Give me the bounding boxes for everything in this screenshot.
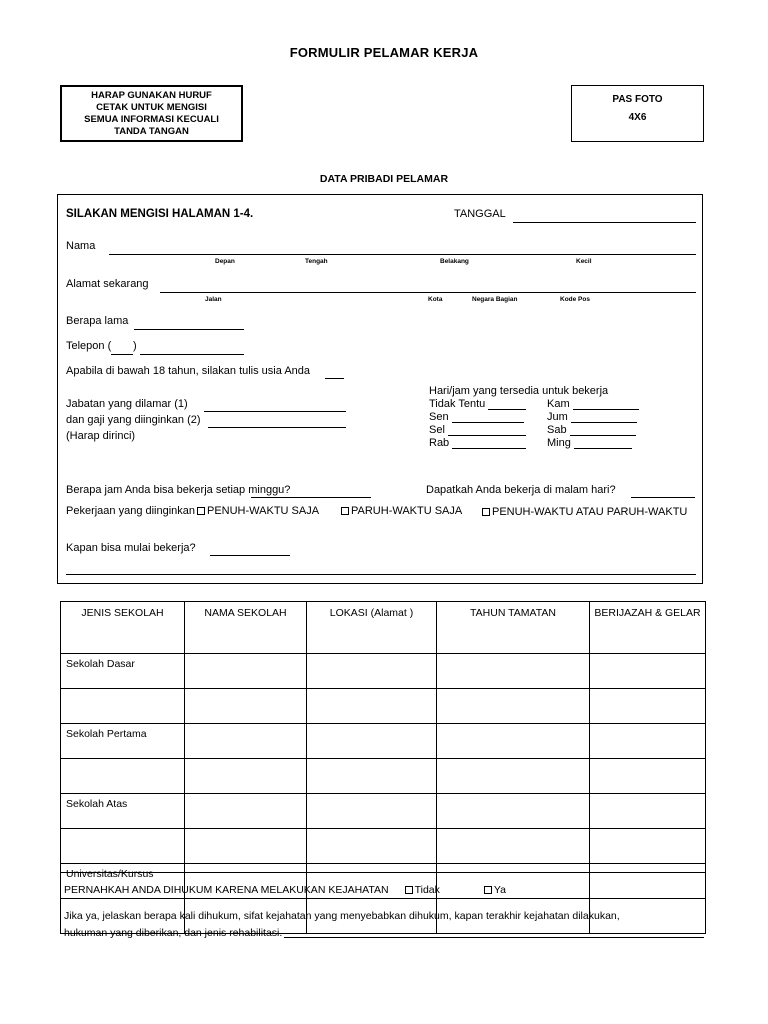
education-row-6-ijazah[interactable]: [590, 864, 706, 899]
date-label: TANGGAL: [454, 208, 506, 220]
education-row-2-lokasi[interactable]: [307, 724, 437, 759]
availability-label-ming: Ming: [547, 437, 571, 449]
duration-input-line[interactable]: [134, 329, 244, 330]
education-row-6-type: Universitas/Kursus: [61, 864, 185, 899]
education-header-tahun-tamatan: TAHUN TAMATAN: [437, 602, 590, 654]
education-row-3-lokasi[interactable]: [307, 759, 437, 794]
table-row: [61, 689, 706, 724]
availability-label-kam: Kam: [547, 398, 570, 410]
availability-row-1-right[interactable]: [547, 411, 639, 423]
job-type-option-parttime[interactable]: [341, 505, 462, 517]
table-row: [61, 759, 706, 794]
education-row-2-nama[interactable]: [185, 724, 307, 759]
availability-line-kam[interactable]: [573, 398, 639, 410]
education-row-0-ijazah[interactable]: [590, 654, 706, 689]
minor-age-label: Apabila di bawah 18 tahun, silakan tulis usia Anda: [66, 365, 311, 377]
checkbox-icon-tidak[interactable]: [405, 886, 413, 894]
address-input-line[interactable]: [160, 292, 696, 293]
criminal-option-yes-label: Ya: [493, 884, 506, 896]
section-heading-personal-data: DATA PRIBADI PELAMAR: [319, 173, 449, 185]
availability-line-sab[interactable]: [570, 424, 636, 436]
education-row-4-lokasi[interactable]: [307, 794, 437, 829]
availability-grid: [429, 398, 639, 449]
detail-note: (Harap dirinci): [66, 430, 136, 442]
photo-size-label: 4X6: [628, 112, 647, 123]
address-sublabel-street: Jalan: [205, 296, 222, 303]
instruction-notice-box: [60, 85, 243, 142]
night-work-input-line[interactable]: [631, 497, 695, 498]
name-label: Nama: [66, 240, 96, 252]
checkbox-icon-fulltime[interactable]: [197, 507, 205, 515]
photo-label: PAS FOTO: [612, 94, 663, 105]
minor-age-input-line[interactable]: [325, 378, 344, 379]
date-input-line[interactable]: [513, 222, 696, 223]
availability-line-sel[interactable]: [448, 424, 526, 436]
availability-label-jum: Jum: [547, 411, 568, 423]
position-applied-label: Jabatan yang dilamar (1): [66, 398, 188, 410]
address-label: Alamat sekarang: [66, 278, 149, 290]
table-row: [61, 654, 706, 689]
weekly-hours-question: Berapa jam Anda bisa bekerja setiap minggu?: [66, 484, 291, 496]
availability-row-1-left[interactable]: [429, 411, 547, 423]
education-row-5-lokasi[interactable]: [307, 829, 437, 864]
education-row-3-tahun[interactable]: [437, 759, 590, 794]
start-date-input-line[interactable]: [210, 555, 290, 556]
job-type-option-parttime-label: PARUH-WAKTU SAJA: [351, 505, 463, 517]
availability-row-3-left[interactable]: [429, 437, 547, 449]
education-row-2-tahun[interactable]: [437, 724, 590, 759]
education-row-0-type: Sekolah Dasar: [61, 654, 185, 689]
phone-label-close: ): [133, 340, 137, 352]
availability-row-2-right[interactable]: [547, 424, 639, 436]
phone-area-code-line[interactable]: [111, 354, 133, 355]
weekly-hours-input-line[interactable]: [251, 497, 371, 498]
education-row-1-nama[interactable]: [185, 689, 307, 724]
education-row-0-tahun[interactable]: [437, 654, 590, 689]
name-sublabel-nickname: Kecil: [576, 258, 592, 265]
availability-row-0-right[interactable]: [547, 398, 639, 410]
criminal-explanation-input-line[interactable]: [284, 937, 704, 938]
education-row-1-ijazah[interactable]: [590, 689, 706, 724]
education-row-2-ijazah[interactable]: [590, 724, 706, 759]
notice-line-1: HARAP GUNAKAN HURUF: [91, 89, 212, 101]
criminal-option-no-label: Tidak: [414, 884, 440, 896]
position-applied-input-line[interactable]: [204, 411, 346, 412]
education-table-header-row: [61, 602, 706, 654]
availability-label-sab: Sab: [547, 424, 567, 436]
checkbox-icon-parttime[interactable]: [341, 507, 349, 515]
phone-number-line[interactable]: [140, 354, 244, 355]
phone-label: Telepon (: [66, 340, 112, 352]
notice-line-2: CETAK UNTUK MENGISI: [96, 101, 207, 113]
availability-block: [429, 385, 639, 449]
availability-row-0-left[interactable]: [429, 398, 547, 410]
availability-row-2-left[interactable]: [429, 424, 547, 436]
job-type-label: Pekerjaan yang diinginkan: [66, 505, 196, 517]
criminal-record-question: PERNAHKAH ANDA DIHUKUM KARENA MELAKUKAN KEJAHATAN: [64, 884, 389, 896]
name-sublabel-last: Belakang: [440, 258, 469, 265]
education-row-5-tahun[interactable]: [437, 829, 590, 864]
table-row: [61, 794, 706, 829]
education-header-jenis-sekolah: JENIS SEKOLAH: [61, 602, 185, 654]
criminal-explanation-line-2: hukuman yang diberikan, dan jenis rehabilitasi.: [64, 927, 283, 939]
name-sublabel-middle: Tengah: [305, 258, 328, 265]
education-row-3-type[interactable]: [61, 759, 185, 794]
job-type-option-either[interactable]: [482, 505, 702, 520]
availability-line-sen[interactable]: [452, 411, 524, 423]
checkbox-icon-ya[interactable]: [484, 886, 492, 894]
availability-line-rab[interactable]: [452, 437, 526, 449]
education-row-3-ijazah[interactable]: [590, 759, 706, 794]
salary-desired-label: dan gaji yang diinginkan (2): [66, 414, 201, 426]
section-divider: [60, 872, 705, 873]
photo-placeholder-box: [571, 85, 704, 142]
salary-desired-input-line[interactable]: [208, 427, 346, 428]
notice-line-3: SEMUA INFORMASI KECUALI: [84, 113, 219, 125]
availability-title: Hari/jam yang tersedia untuk bekerja: [429, 385, 609, 397]
education-row-3-nama[interactable]: [185, 759, 307, 794]
job-type-option-fulltime-label: PENUH-WAKTU SAJA: [207, 505, 320, 517]
criminal-record-question-row: [64, 884, 506, 896]
address-sublabel-state: Negara Bagian: [472, 296, 518, 303]
education-row-0-lokasi[interactable]: [307, 654, 437, 689]
notice-line-4: TANDA TANGAN: [114, 125, 189, 137]
table-row: [61, 724, 706, 759]
education-row-1-type[interactable]: [61, 689, 185, 724]
education-row-1-lokasi[interactable]: [307, 689, 437, 724]
education-row-4-ijazah[interactable]: [590, 794, 706, 829]
personal-data-box: [57, 194, 703, 584]
availability-line-tidak-tentu[interactable]: [488, 398, 526, 410]
education-row-4-tahun[interactable]: [437, 794, 590, 829]
availability-row-3-right[interactable]: [547, 437, 639, 449]
education-header-nama-sekolah: NAMA SEKOLAH: [185, 602, 307, 654]
education-row-1-tahun[interactable]: [437, 689, 590, 724]
education-header-berijazah-gelar: BERIJAZAH & GELAR: [590, 602, 706, 654]
education-row-0-nama[interactable]: [185, 654, 307, 689]
availability-label-tidak-tentu: Tidak Tentu: [429, 398, 486, 410]
start-date-question: Kapan bisa mulai bekerja?: [66, 542, 196, 554]
availability-label-sel: Sel: [429, 424, 445, 436]
education-row-5-ijazah[interactable]: [590, 829, 706, 864]
availability-line-ming[interactable]: [574, 437, 632, 449]
personal-box-bottom-line[interactable]: [66, 574, 696, 575]
education-row-4-type: Sekolah Atas: [61, 794, 185, 829]
table-row: [61, 829, 706, 864]
duration-label: Berapa lama: [66, 315, 129, 327]
job-type-option-fulltime[interactable]: [197, 505, 319, 517]
checkbox-icon-either[interactable]: [482, 508, 490, 516]
education-row-4-nama[interactable]: [185, 794, 307, 829]
job-type-option-either-label: PENUH-WAKTU ATAU PARUH-WAKTU: [492, 506, 688, 518]
fill-instruction: SILAKAN MENGISI HALAMAN 1-4.: [66, 208, 254, 220]
availability-label-sen: Sen: [429, 411, 449, 423]
education-row-2-type: Sekolah Pertama: [61, 724, 185, 759]
name-input-line[interactable]: [109, 254, 696, 255]
criminal-explanation-line-1: Jika ya, jelaskan berapa kali dihukum, sifat kejahatan yang menyebabkan dihukum, kapan terakhir kejahatan dilakukan,: [64, 910, 620, 922]
name-sublabel-first: Depan: [215, 258, 235, 265]
availability-label-rab: Rab: [429, 437, 450, 449]
education-header-lokasi: LOKASI (Alamat ): [307, 602, 437, 654]
address-sublabel-city: Kota: [428, 296, 443, 303]
page-title: FORMULIR PELAMAR KERJA: [289, 45, 479, 60]
education-row-5-nama[interactable]: [185, 829, 307, 864]
night-work-question: Dapatkah Anda bekerja di malam hari?: [426, 484, 616, 496]
availability-line-jum[interactable]: [571, 411, 637, 423]
education-row-5-type[interactable]: [61, 829, 185, 864]
address-sublabel-zip: Kode Pos: [560, 296, 590, 303]
